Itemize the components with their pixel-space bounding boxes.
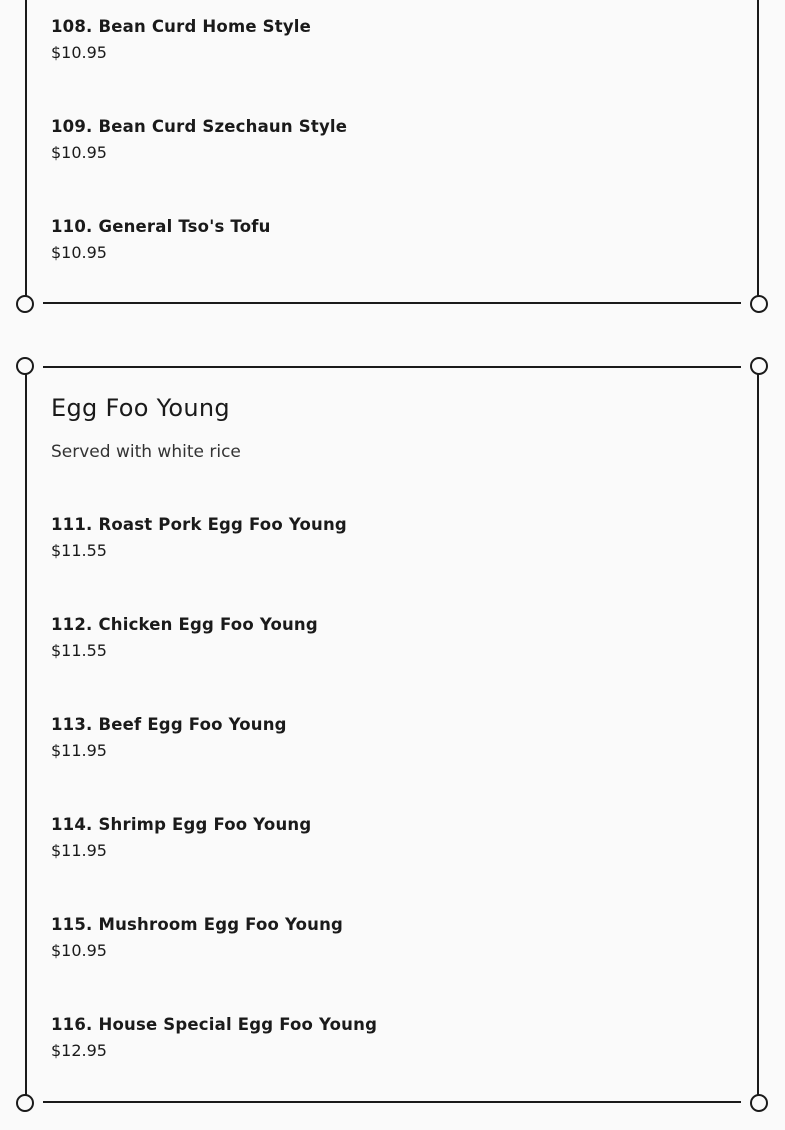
item-name: 112. Chicken Egg Foo Young [51, 615, 318, 634]
card-border-top [43, 366, 741, 368]
menu-card-tofu [25, 0, 759, 302]
item-name: 108. Bean Curd Home Style [51, 17, 312, 36]
item-price: $11.95 [51, 841, 107, 860]
menu-item[interactable] [51, 1014, 733, 1114]
item-price: $10.95 [51, 941, 107, 960]
item-name: 111. Roast Pork Egg Foo Young [51, 515, 347, 534]
menu-item[interactable] [51, 814, 733, 914]
section-subtitle: Served with white rice [51, 442, 241, 462]
menu-items-list [51, 16, 733, 316]
item-name: 114. Shrimp Egg Foo Young [51, 815, 312, 834]
menu-item[interactable] [51, 514, 733, 614]
item-name: 109. Bean Curd Szechaun Style [51, 117, 348, 136]
item-name: 116. House Special Egg Foo Young [51, 1015, 378, 1034]
item-price: $10.95 [51, 43, 107, 62]
item-price: $11.55 [51, 641, 107, 660]
menu-item[interactable] [51, 16, 733, 116]
item-name: 113. Beef Egg Foo Young [51, 715, 287, 734]
item-price: $10.95 [51, 143, 107, 162]
card-corner-ornament [750, 1094, 768, 1112]
card-corner-ornament [750, 357, 768, 375]
card-border-bottom [43, 1101, 741, 1103]
menu-item[interactable] [51, 714, 733, 814]
card-corner-ornament [16, 295, 34, 313]
menu-item[interactable] [51, 116, 733, 216]
menu-item[interactable] [51, 216, 733, 316]
menu-item[interactable] [51, 614, 733, 714]
item-price: $12.95 [51, 1041, 107, 1060]
card-corner-ornament [750, 295, 768, 313]
menu-item[interactable] [51, 914, 733, 1014]
section-title: Egg Foo Young [51, 394, 230, 422]
item-price: $11.55 [51, 541, 107, 560]
card-corner-ornament [16, 1094, 34, 1112]
menu-card-egg-foo-young [25, 368, 759, 1101]
menu-items-list [51, 514, 733, 1114]
card-corner-ornament [16, 357, 34, 375]
item-price: $11.95 [51, 741, 107, 760]
item-name: 110. General Tso's Tofu [51, 217, 271, 236]
card-border-bottom [43, 302, 741, 304]
item-name: 115. Mushroom Egg Foo Young [51, 915, 344, 934]
item-price: $10.95 [51, 243, 107, 262]
